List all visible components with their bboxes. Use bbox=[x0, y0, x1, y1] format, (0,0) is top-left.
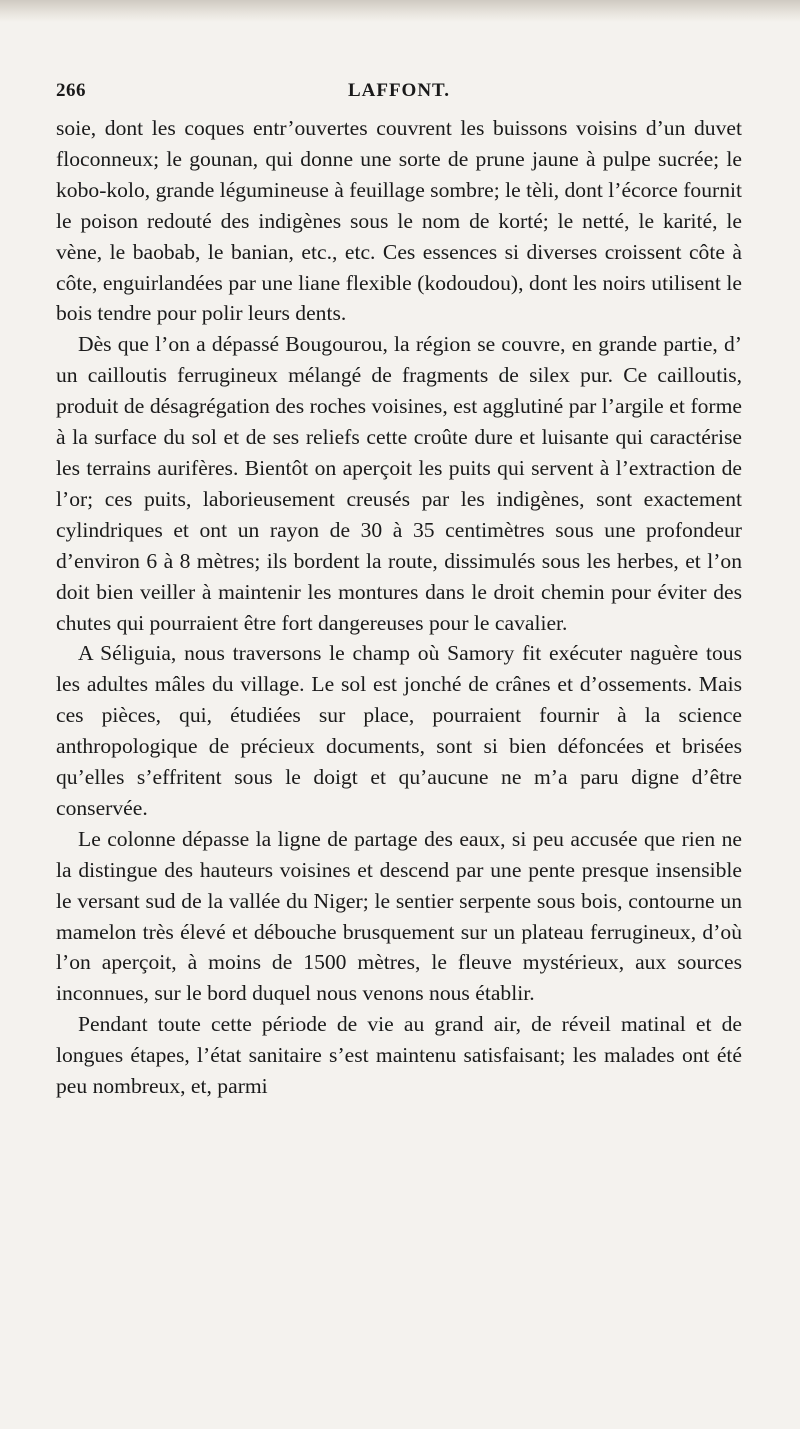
paragraph-bougourou: Dès que l’on a dépassé Bougourou, la région se couvre, en grande partie, d’ un cailloutis ferrugineux mélangé de fragments de silex pur. Ce cailloutis, produit de désagrégation des roches voisines, est agglutiné par l’argile et forme à la surface du sol et de ses reliefs cette croûte dure et luisante qui caractérise les terrains aurifères. Bientôt on aperçoit les puits qui servent à l’extraction de l’or; ces puits, laborieusement creusés par les indigènes, sont exactement cylindriques et ont un rayon de 30 à 35 centimètres sous une profondeur d’environ 6 à 8 mètres; ils bordent la route, dissimulés sous les herbes, et l’on doit bien veiller à maintenir les montures dans le droit chemin pour éviter des chutes qui pourraient être fort dangereuses pour le cavalier. bbox=[56, 332, 742, 635]
paragraph-ligne-de-partage: Le colonne dépasse la ligne de partage des eaux, si peu accusée que rien ne la distingue des hauteurs voisines et descend par une pente presque insensible le versant sud de la vallée du Niger; le sentier serpente sous bois, contourne un mamelon très élevé et débouche brusquement sur un plateau ferrugineux, d’où l’on aperçoit, à moins de 1500 mètres, le fleuve mystérieux, aux sources inconnues, sur le bord duquel nous venons nous établir. bbox=[56, 826, 742, 1006]
page-number: 266 bbox=[56, 80, 86, 101]
paragraph-continuation: soie, dont les coques entr’ouvertes couvrent les buissons voisins d’un duvet floconneux; le gounan, qui donne une sorte de prune jaune à pulpe sucrée; le kobo-kolo, grande légumineuse à feuillage sombre; le tèli, dont l’écorce fournit le poison redouté des indigènes sous le nom de korté; le netté, le karité, le vène, le baobab, le banian, etc., etc. Ces essences si diverses croissent côte à côte, enguirlandées par une liane flexible (kodoudou), dont les noirs utilisent le bois tendre pour polir leurs dents. bbox=[56, 116, 742, 326]
body-text bbox=[56, 113, 742, 1102]
paragraph-seliguia: A Séliguia, nous traversons le champ où Samory fit exécuter naguère tous les adultes mâles du village. Le sol est jonché de crânes et d’ossements. Mais ces pièces, qui, étudiées sur place, pourraient fournir à la science anthropologique de précieux documents, sont si bien défoncées et brisées qu’elles s’effritent sous le doigt et qu’aucune ne m’a paru digne d’être conservée. bbox=[56, 641, 742, 820]
running-head bbox=[56, 76, 742, 106]
running-title: LAFFONT. bbox=[347, 80, 451, 101]
paragraph-etat-sanitaire: Pendant toute cette période de vie au grand air, de réveil matinal et de longues étapes, l’état sanitaire s’est maintenu satisfaisant; les malades ont été peu nombreux, et, parmi bbox=[56, 1012, 742, 1099]
